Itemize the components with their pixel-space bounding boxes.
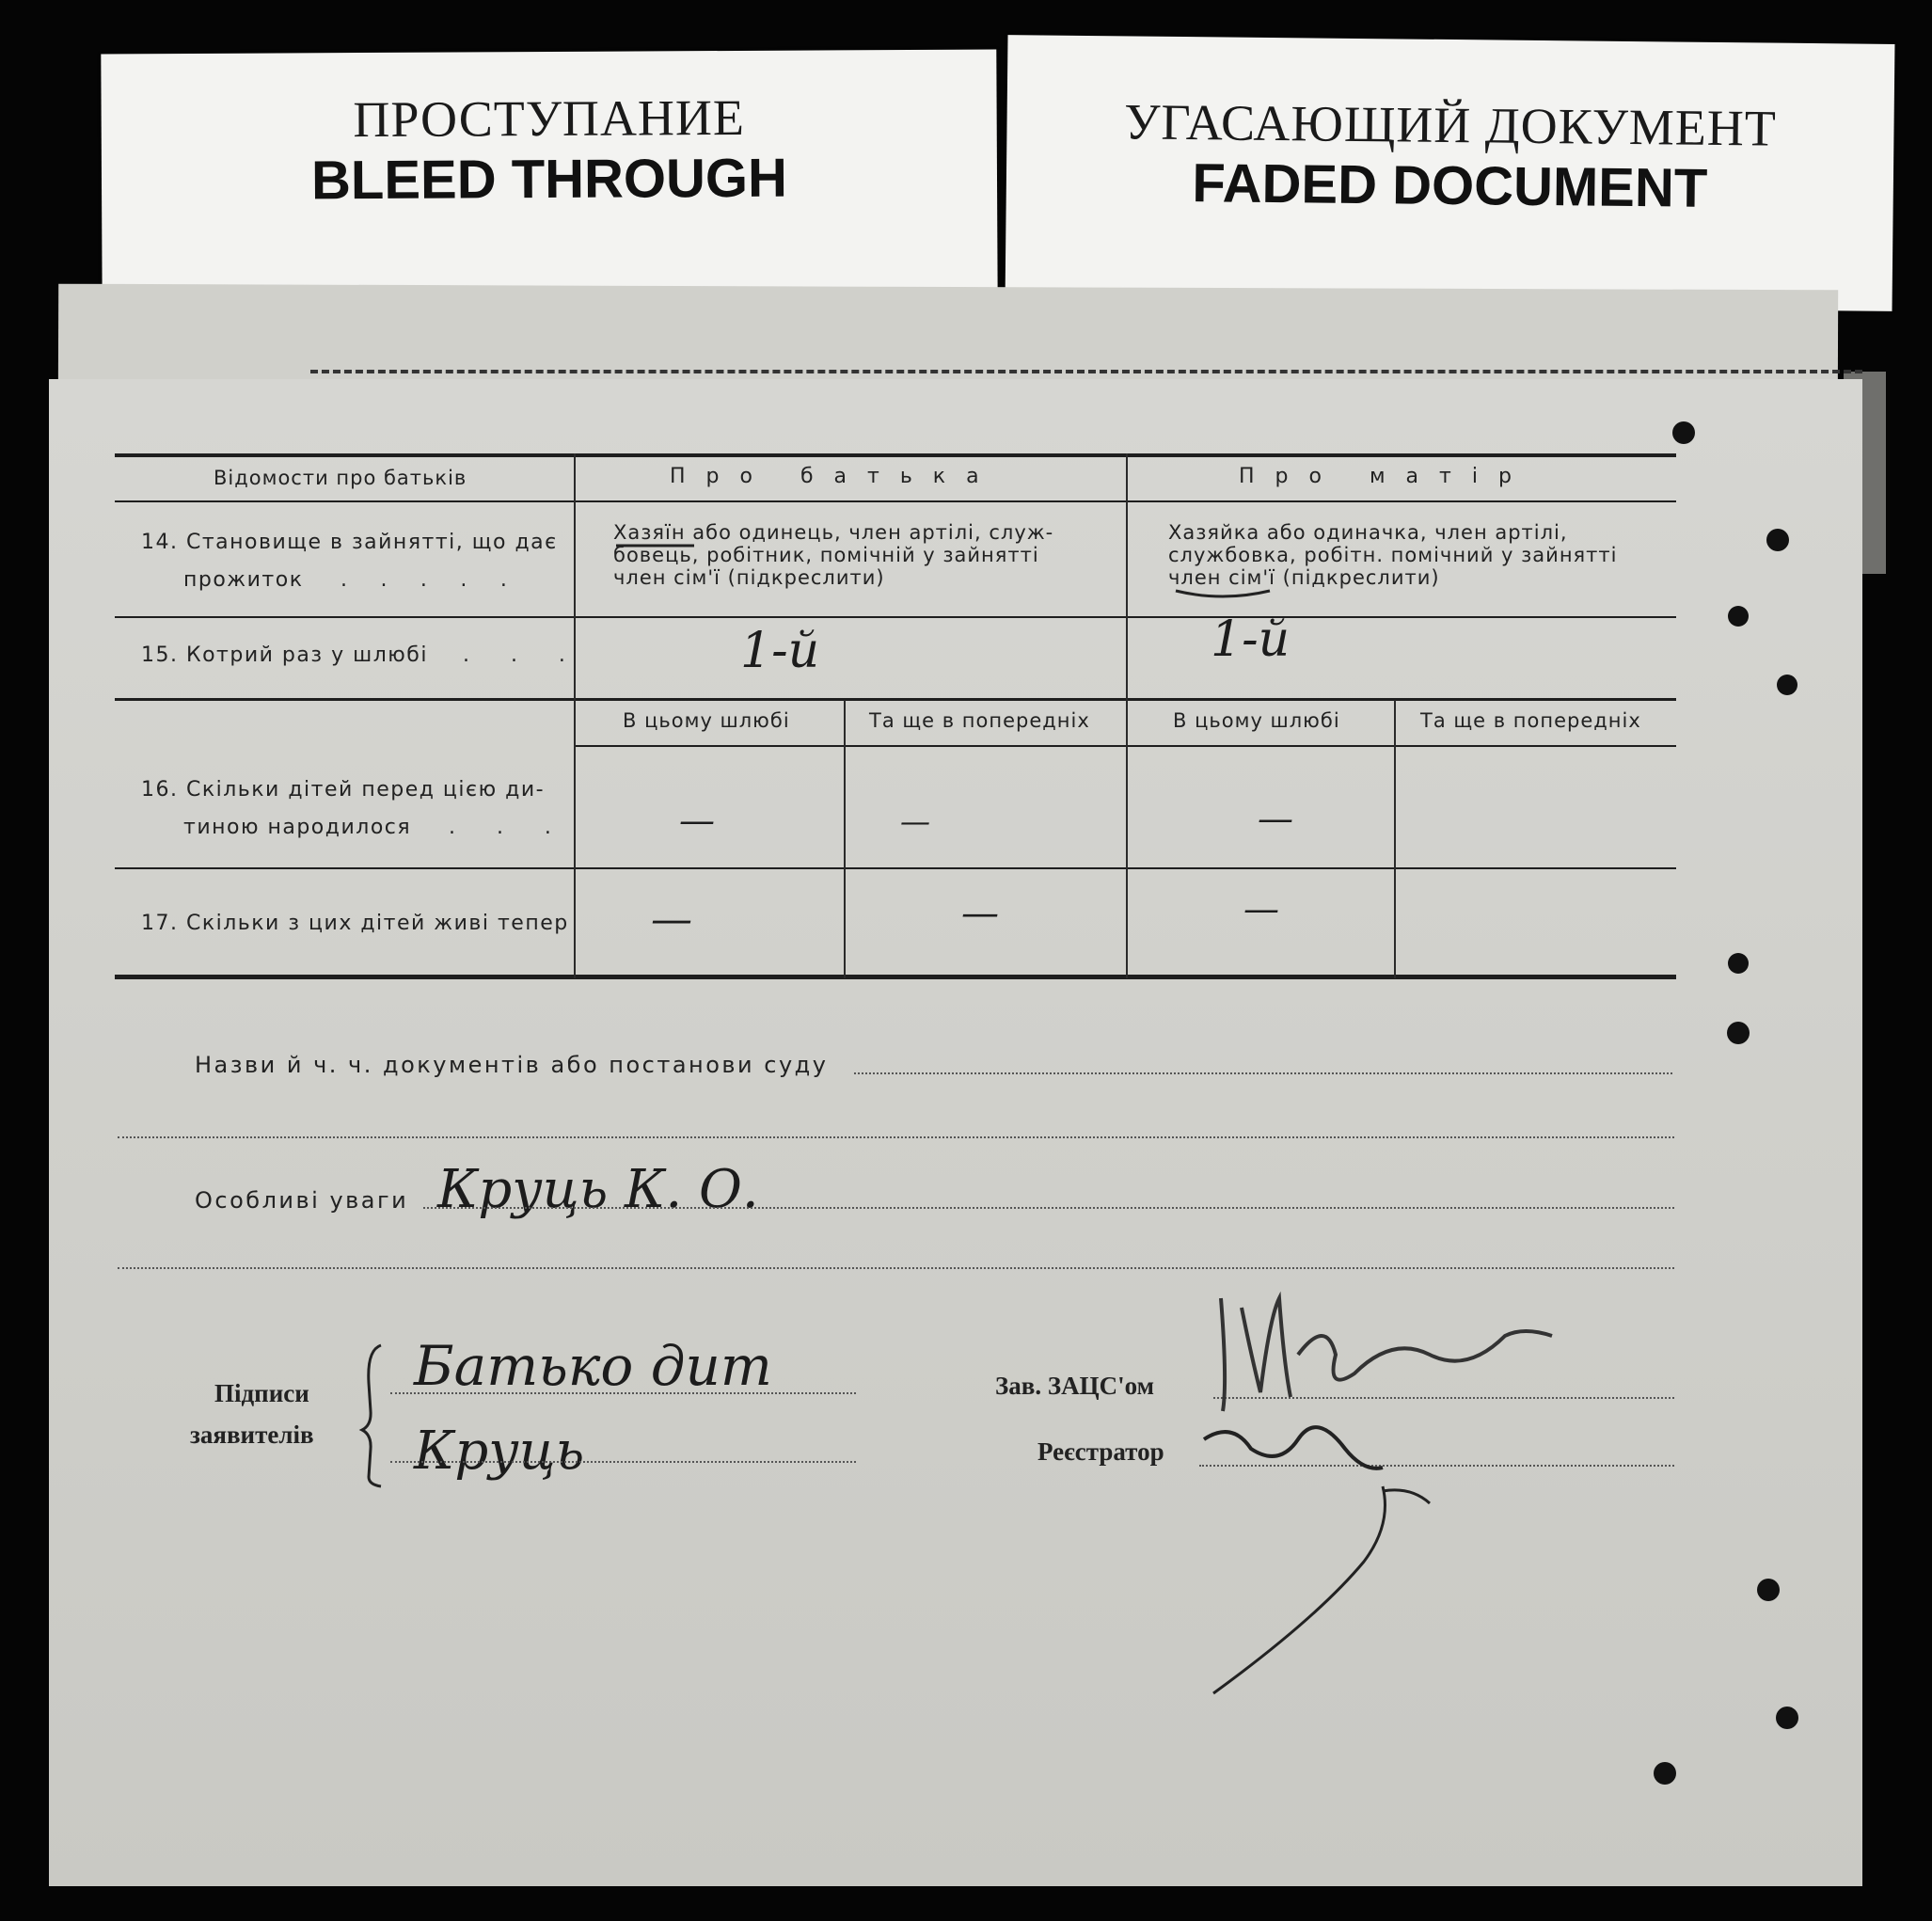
- bleed-through-label-ru: ПРОСТУПАНИЕ: [353, 88, 746, 149]
- notes-label: Особливі уваги: [195, 1187, 409, 1214]
- row14-mother-line1: Хазяйка або одиначка, член артілі,: [1168, 521, 1568, 544]
- faded-document-label-en: FADED DOCUMENT: [1192, 152, 1708, 219]
- binding-hole: [1728, 606, 1749, 627]
- row14-label: 14. Становище в зайнятті, що дає: [141, 531, 558, 554]
- row17-father-this: —: [651, 896, 689, 944]
- row14-father-line3: член сім'ї (підкреслити): [613, 566, 885, 589]
- binding-hole: [1654, 1762, 1676, 1785]
- binding-hole: [1672, 421, 1695, 444]
- signatures-label-cont: заявителів: [190, 1421, 314, 1449]
- brace-mark: [362, 1345, 381, 1486]
- binding-hole: [1777, 675, 1797, 695]
- binding-hole: [1728, 953, 1749, 974]
- subheader-mother-prev: Та ще в попередніх: [1420, 709, 1641, 732]
- row14-father-line1: Хазяїн або одинець, член артілі, служ-: [613, 521, 1054, 544]
- registrar-signature-mark: [1383, 1490, 1430, 1503]
- head-signature-tail: [1298, 1331, 1552, 1380]
- bleed-through-label-en: BLEED THROUGH: [310, 147, 788, 212]
- subheader-father-this: В цьому шлюбі: [623, 709, 790, 732]
- row15-leader-dots: . . .: [463, 643, 567, 667]
- signatures-label: Підписи: [214, 1379, 309, 1407]
- row16-mother-this: —: [1258, 798, 1293, 839]
- notes-value: Круць К. О.: [437, 1159, 759, 1220]
- row16-label: 16. Скільки дітей перед цією ди-: [141, 778, 546, 802]
- registrar-signature-flourish: [1213, 1486, 1386, 1693]
- row15-mother-value: 1-й: [1211, 611, 1291, 668]
- head-signature: [1221, 1298, 1291, 1411]
- binding-hole: [1727, 1022, 1750, 1044]
- row17-mother-this: —: [1243, 888, 1279, 929]
- row17-father-prev: —: [961, 892, 999, 935]
- subheader-father-prev: Та ще в попередніх: [869, 709, 1090, 732]
- row14-label-cont: прожиток: [183, 568, 304, 592]
- row17-label: 17. Скільки з цих дітей живі тепер: [141, 912, 569, 935]
- row16-leader-dots: . . .: [449, 816, 553, 839]
- documents-label: Назви й ч. ч. документів або постанови суду: [195, 1052, 829, 1078]
- row16-father-prev: —: [900, 803, 930, 839]
- header-father: Про батька: [670, 465, 1000, 488]
- applicant-signature-1: Батько дит: [414, 1334, 772, 1398]
- row14-father-line2: бовець, робітник, помічній у зайнятті: [613, 544, 1039, 566]
- row14-mother-line2: службовка, робітн. помічний у зайнятті: [1168, 544, 1618, 566]
- underline-mother: [1176, 591, 1270, 596]
- row15-label: 15. Котрий раз у шлюбі: [141, 643, 428, 667]
- applicant-signature-2: Круць: [414, 1421, 585, 1482]
- head-of-registry-label: Зав. ЗАЦС'ом: [995, 1372, 1154, 1400]
- row14-mother-line3: член сім'ї (підкреслити): [1168, 566, 1440, 589]
- registrar-signature: [1204, 1427, 1383, 1469]
- faded-document-label-ru: УГАСАЮЩИЙ ДОКУМЕНТ: [1123, 93, 1778, 157]
- registrar-label: Реєстратор: [1037, 1437, 1164, 1466]
- header-parents-info: Відомости про батьків: [214, 467, 467, 489]
- subheader-mother-this: В цьому шлюбі: [1173, 709, 1340, 732]
- row14-leader-dots: . . . . .: [340, 568, 509, 592]
- row15-father-value: 1-й: [740, 623, 820, 679]
- row16-label-cont: тиною народилося: [183, 816, 412, 839]
- header-mother: Про матір: [1239, 465, 1532, 488]
- binding-hole: [1757, 1579, 1780, 1601]
- binding-hole: [1766, 529, 1789, 551]
- binding-hole: [1776, 1707, 1798, 1729]
- row16-father-this: —: [679, 800, 715, 841]
